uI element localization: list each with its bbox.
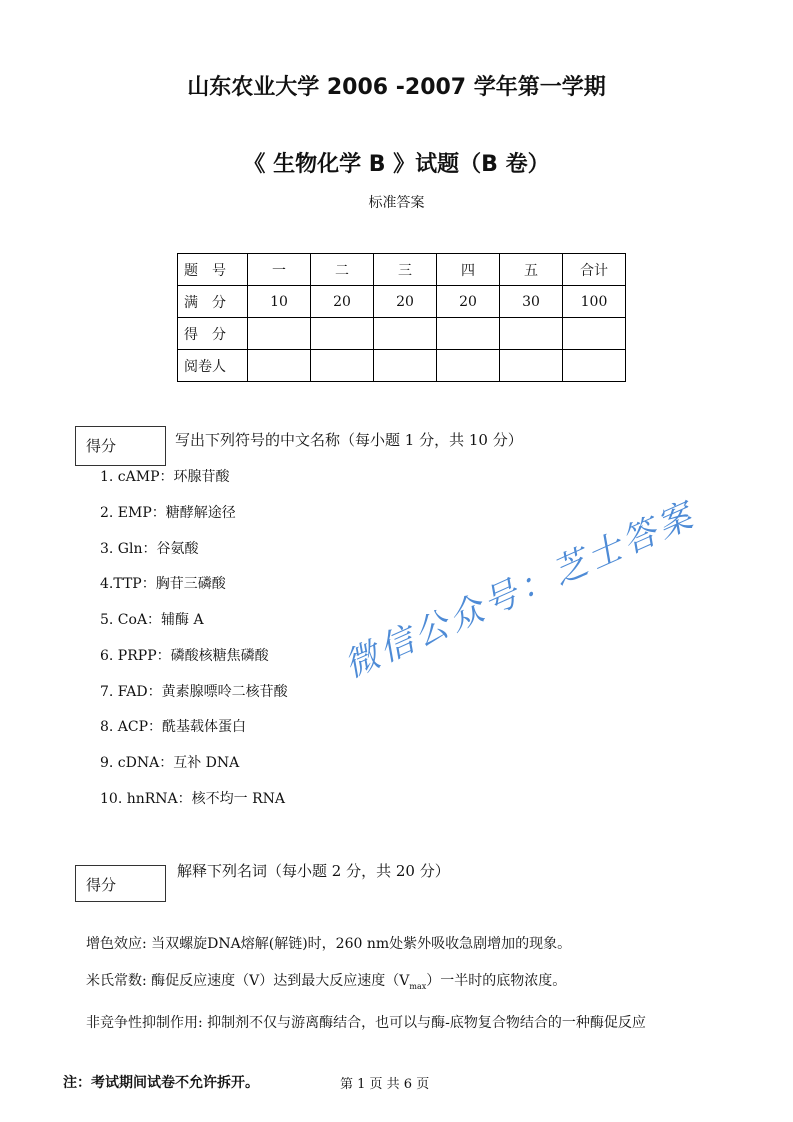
table-cell: 得 分 xyxy=(178,318,248,350)
table-row xyxy=(178,350,626,382)
list-item: 10. hnRNA：核不均一 RNA xyxy=(100,791,286,807)
table-cell xyxy=(500,318,563,350)
table-cell xyxy=(311,350,374,382)
exam-title: 山东农业大学 2006 -2007 学年第一学期 xyxy=(187,75,606,100)
table-row xyxy=(178,286,626,318)
list-item: 5. CoA：辅酶 A xyxy=(100,612,204,628)
table-cell xyxy=(563,350,626,382)
definition: 非竞争性抑制作用: 抑制剂不仅与游离酶结合，也可以与酶-底物复合物结合的一种酶促反应 xyxy=(86,1015,646,1031)
definition: 增色效应: 当双螺旋DNA熔解(解链)时，260 nm处紫外吸收急剧增加的现象。 xyxy=(86,936,572,952)
table-cell: 20 xyxy=(374,286,437,318)
list-item: 1. cAMP：环腺苷酸 xyxy=(100,469,230,485)
table-cell: 一 xyxy=(248,254,311,286)
list-item: 4.TTP：胸苷三磷酸 xyxy=(100,576,226,592)
section1-heading: 写出下列符号的中文名称（每小题 1 分，共 10 分） xyxy=(175,431,523,449)
table-cell: 阅卷人 xyxy=(178,350,248,382)
exam-subtitle: 《 生物化学 B 》试题（B 卷） xyxy=(243,152,550,177)
table-cell: 10 xyxy=(248,286,311,318)
table-cell: 二 xyxy=(311,254,374,286)
table-cell xyxy=(500,350,563,382)
list-item: 8. ACP：酰基载体蛋白 xyxy=(100,719,247,735)
table-cell xyxy=(248,350,311,382)
list-item: 7. FAD：黄素腺嘌呤二核苷酸 xyxy=(100,684,288,700)
table-cell: 三 xyxy=(374,254,437,286)
watermark: 微信公众号：芝士答案 xyxy=(338,494,702,686)
table-cell xyxy=(311,318,374,350)
list-item: 6. PRPP：磷酸核糖焦磷酸 xyxy=(100,648,269,664)
table-cell: 四 xyxy=(437,254,500,286)
table-cell: 20 xyxy=(311,286,374,318)
table-cell: 五 xyxy=(500,254,563,286)
table-cell: 20 xyxy=(437,286,500,318)
list-item: 9. cDNA：互补 DNA xyxy=(100,755,240,771)
answer-label: 标准答案 xyxy=(368,195,425,211)
list-item: 2. EMP：糖酵解途径 xyxy=(100,505,236,521)
definition: 米氏常数: 酶促反应速度（V）达到最大反应速度$(V_{max})$一半时的底物浓度。 xyxy=(86,973,567,991)
score-box: 得分 xyxy=(75,865,166,902)
table-cell: 100 xyxy=(563,286,626,318)
table-row xyxy=(178,318,626,350)
table-cell xyxy=(374,350,437,382)
table-cell xyxy=(563,318,626,350)
page-number: 第 1 页 共 6 页 xyxy=(340,1077,430,1092)
table-row xyxy=(178,254,626,286)
score-box: 得分 xyxy=(75,426,166,466)
table-cell xyxy=(437,318,500,350)
section2-heading: 解释下列名词（每小题 2 分，共 20 分） xyxy=(177,862,450,880)
list-item: 3. Gln：谷氨酸 xyxy=(100,541,199,557)
table-cell: 合计 xyxy=(563,254,626,286)
table-cell xyxy=(374,318,437,350)
table-cell xyxy=(437,350,500,382)
footer-note: 注：考试期间试卷不允许拆开。 xyxy=(63,1075,259,1091)
table-cell: 题 号 xyxy=(178,254,248,286)
table-cell: 满 分 xyxy=(178,286,248,318)
table-cell xyxy=(248,318,311,350)
score-table xyxy=(177,253,626,382)
table-cell: 30 xyxy=(500,286,563,318)
